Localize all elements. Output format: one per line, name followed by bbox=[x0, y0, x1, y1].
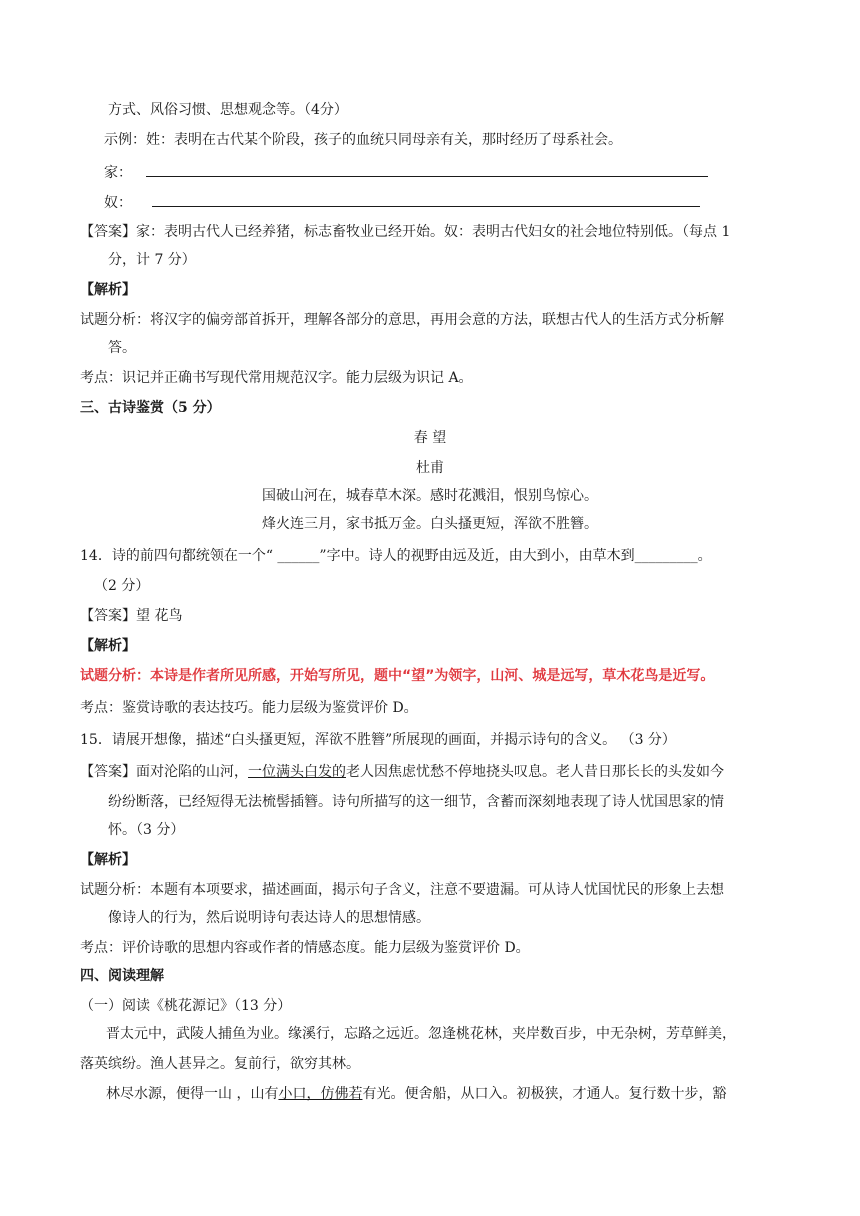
nu-answer-line[interactable] bbox=[152, 192, 700, 207]
poem-line-1: 国破山河在，城春草木深。感时花溅泪，恨别鸟惊心。 bbox=[262, 488, 598, 504]
q14-answer: 【答案】望 花鸟 bbox=[80, 608, 183, 624]
q15-answer-b: 老人因焦虑忧愁不停地挠头叹息。老人昔日那长长的头发如今 bbox=[346, 764, 724, 780]
q15-answer-l2: 纷纷断落，已经短得无法梳髻插簪。诗句所描写的这一细节，含蓄而深刻地表现了诗人忧国思家的情 bbox=[108, 794, 724, 810]
passage-p2-underlined: 小口，仿佛若 bbox=[278, 1086, 363, 1102]
poem-line-2: 烽火连三月，家书抵万金。白头搔更短，浑欲不胜簪。 bbox=[262, 516, 598, 532]
q14-question-end: 。 bbox=[697, 548, 712, 564]
q15-answer-l1 bbox=[80, 762, 724, 782]
q14-question-text: 14．诗的前四句都统领在一个“ ______”字中。诗人的视野由远及近，由大到小，由草木到 bbox=[80, 548, 635, 564]
q15-question: 15．请展开想像，描述“白头搔更短，浑欲不胜簪”所展现的画面，并揭示诗句的含义。 （3 分） bbox=[80, 732, 676, 748]
poem-author: 杜甫 bbox=[416, 460, 444, 476]
q14-jiexi: 【解析】 bbox=[80, 638, 136, 654]
q14-analysis: 试题分析：本诗是作者所见所感，开始写所见，题中“望”为领字，山河、城是远写，草木花鸟是近写。 bbox=[80, 668, 715, 684]
section3-heading: 三、古诗鉴赏（5 分） bbox=[80, 400, 221, 416]
q15-jiexi: 【解析】 bbox=[80, 852, 136, 868]
q13-answer-l2: 分，计 7 分） bbox=[108, 252, 196, 268]
section4-sub: （一）阅读《桃花源记》（13 分） bbox=[80, 998, 292, 1014]
jia-answer-line[interactable] bbox=[146, 162, 708, 177]
passage-p2-l1 bbox=[106, 1084, 726, 1104]
q14-kaodian: 考点：鉴赏诗歌的表达技巧。能力层级为鉴赏评价 D。 bbox=[80, 700, 418, 716]
q13-nu-row bbox=[104, 192, 700, 213]
passage-p2-b: 有光。便舍船，从口入。初极狭，才通人。复行数十步，豁 bbox=[362, 1086, 727, 1102]
q13-jiexi: 【解析】 bbox=[80, 282, 136, 298]
passage-p1-l1: 晋太元中，武陵人捕鱼为业。缘溪行，忘路之远近。忽逢桃花林，夹岸数百步，中无杂树，芳草鲜美， bbox=[106, 1026, 736, 1042]
q14-score: （2 分） bbox=[94, 578, 150, 594]
poem-title: 春 望 bbox=[413, 430, 447, 446]
q13-analysis-l2: 答。 bbox=[108, 340, 136, 356]
section4-heading: 四、阅读理解 bbox=[80, 968, 164, 984]
nu-label: 奴： bbox=[104, 195, 132, 211]
q15-answer-l3: 怀。（3 分） bbox=[108, 822, 185, 838]
q13-line-cont: 方式、风俗习惯、思想观念等。（4分） bbox=[108, 102, 348, 118]
passage-p1-l2: 落英缤纷。渔人甚异之。复前行，欲穷其林。 bbox=[80, 1056, 360, 1072]
q15-analysis-l1: 试题分析：本题有本项要求，描述画面，揭示句子含义，注意不要遗漏。可从诗人忧国忧民的形象上去想 bbox=[80, 882, 724, 898]
q15-answer-underlined: 一位满头白发的 bbox=[248, 764, 346, 780]
q15-kaodian: 考点：评价诗歌的思想内容或作者的情感态度。能力层级为鉴赏评价 D。 bbox=[80, 940, 530, 956]
q13-jia-row bbox=[104, 162, 708, 183]
q13-answer-l1: 【答案】家：表明古代人已经养猪，标志畜牧业已经开始。奴：表明古代妇女的社会地位特别低。（每点 1 bbox=[80, 224, 731, 240]
jia-label: 家： bbox=[104, 165, 132, 181]
q13-example: 示例：姓：表明在古代某个阶段，孩子的血统只同母亲有关，那时经历了母系社会。 bbox=[104, 132, 622, 148]
q14-blank[interactable]: _________ bbox=[634, 548, 698, 564]
passage-p2-a: 林尽水源，便得一山 ，山有 bbox=[106, 1086, 279, 1102]
q13-kaodian: 考点：识记并正确书写现代常用规范汉字。能力层级为识记 A。 bbox=[80, 370, 473, 386]
q13-analysis-l1: 试题分析：将汉字的偏旁部首拆开，理解各部分的意思，再用会意的方法，联想古代人的生活方式分析解 bbox=[80, 312, 724, 328]
q15-answer-a: 【答案】面对沦陷的山河， bbox=[80, 764, 248, 780]
q15-analysis-l2: 像诗人的行为，然后说明诗句表达诗人的思想情感。 bbox=[108, 910, 430, 926]
q14-question bbox=[80, 546, 712, 566]
